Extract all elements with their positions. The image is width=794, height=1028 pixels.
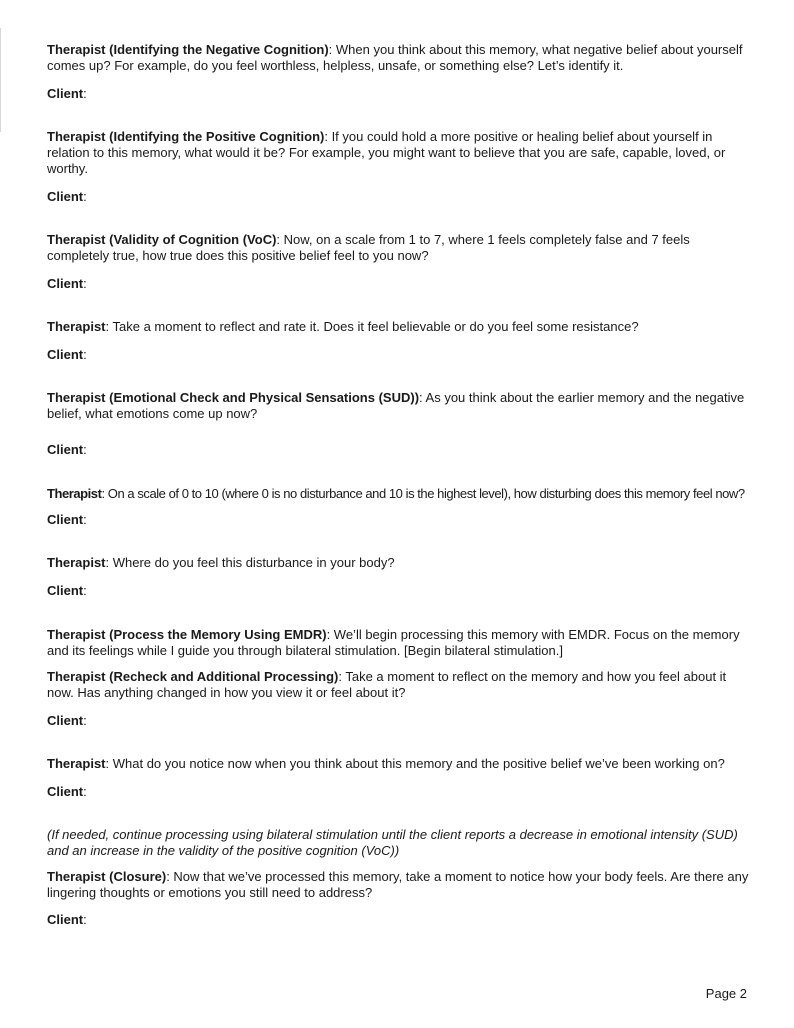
page-number: Page 2 [705,986,747,1001]
utterance-text: : [83,912,87,927]
speaker-label: Therapist (Identifying the Positive Cognition) [47,129,325,144]
transcript-page [47,42,752,928]
therapist-closure [47,869,752,901]
therapist-positive-cognition [47,129,752,177]
therapist-negative-cognition [47,42,752,74]
utterance-text: : [83,583,87,598]
client-response [47,912,752,928]
speaker-label: Therapist [47,555,106,570]
speaker-label: Client [47,276,84,291]
speaker-label: Therapist [47,756,106,771]
utterance-text: : [83,347,87,362]
client-response [47,512,752,528]
left-edge-mark [0,28,1,132]
therapist-sud-scale [47,486,752,502]
client-response [47,713,752,729]
speaker-label: Therapist (Process the Memory Using EMDR) [47,627,327,642]
client-response [47,347,752,363]
utterance-text: : [83,713,87,728]
speaker-label: Client [47,347,84,362]
utterance-text: : [83,784,87,799]
utterance-text: : On a scale of 0 to 10 (where 0 is no disturbance and 10 is the highest level), how disturbing does this memory feel now? [101,486,745,501]
speaker-label: Client [47,912,84,927]
utterance-text: : We’ll begin processing this memory with EMDR. Focus on the memory and its feelings while I guide you through bilateral stimulation. [Begin bilateral stimulation.] [47,627,740,658]
utterance-text: : [83,276,87,291]
speaker-label: Therapist (Validity of Cognition (VoC) [47,232,277,247]
speaker-label: Client [47,713,84,728]
utterance-text: : As you think about the earlier memory and the negative belief, what emotions come up now? [47,390,745,421]
client-response [47,442,752,458]
utterance-text: : What do you notice now when you think about this memory and the positive belief we’ve been working on? [105,756,725,771]
therapist-rate-prompt [47,319,752,335]
therapist-validity-of-cognition [47,232,752,264]
therapist-process-memory-emdr [47,627,752,659]
utterance-text: : Where do you feel this disturbance in your body? [105,555,395,570]
speaker-label: Therapist [47,319,106,334]
speaker-label: Therapist (Identifying the Negative Cognition) [47,42,329,57]
client-response [47,189,752,205]
processing-instruction-note [47,827,752,859]
therapist-notice-prompt [47,756,752,772]
speaker-label: Client [47,86,84,101]
utterance-text: : Now, on a scale from 1 to 7, where 1 feels completely false and 7 feels completely true, how true does this positive belief feel to you now? [47,232,690,263]
speaker-label: Client [47,189,84,204]
utterance-text: : [83,512,87,527]
utterance-text: : If you could hold a more positive or healing belief about yourself in relation to this memory, what would it be? For example, you might want to believe that you are safe, capable, loved, or worthy. [47,129,726,176]
utterance-text: : Take a moment to reflect on the memory and how you feel about it now. Has anything changed in how you view it or feel about it? [47,669,727,700]
note-text: (If needed, continue processing using bilateral stimulation until the client reports a decrease in emotional intensity (SUD) and an increase in the validity of the positive cognition (VoC)) [47,827,738,858]
client-response [47,583,752,599]
speaker-label: Therapist [47,486,102,501]
speaker-label: Therapist (Recheck and Additional Processing) [47,669,339,684]
utterance-text: : Now that we’ve processed this memory, take a moment to notice how your body feels. Are there any lingering thoughts or emotions you still need to address? [47,869,749,900]
speaker-label: Client [47,784,84,799]
client-response [47,86,752,102]
utterance-text: : Take a moment to reflect and rate it. Does it feel believable or do you feel some resistance? [105,319,639,334]
therapist-emotional-check [47,390,752,422]
speaker-label: Client [47,442,84,457]
utterance-text: : [83,86,87,101]
therapist-body-disturbance [47,555,752,571]
client-response [47,784,752,800]
utterance-text: : [83,442,87,457]
speaker-label: Client [47,583,84,598]
speaker-label: Therapist (Closure) [47,869,167,884]
client-response [47,276,752,292]
speaker-label: Therapist (Emotional Check and Physical Sensations (SUD)) [47,390,420,405]
therapist-recheck-processing [47,669,752,701]
utterance-text: : [83,189,87,204]
utterance-text: : When you think about this memory, what negative belief about yourself comes up? For example, do you feel worthless, helpless, unsafe, or something else? Let’s identify it. [47,42,743,73]
speaker-label: Client [47,512,84,527]
